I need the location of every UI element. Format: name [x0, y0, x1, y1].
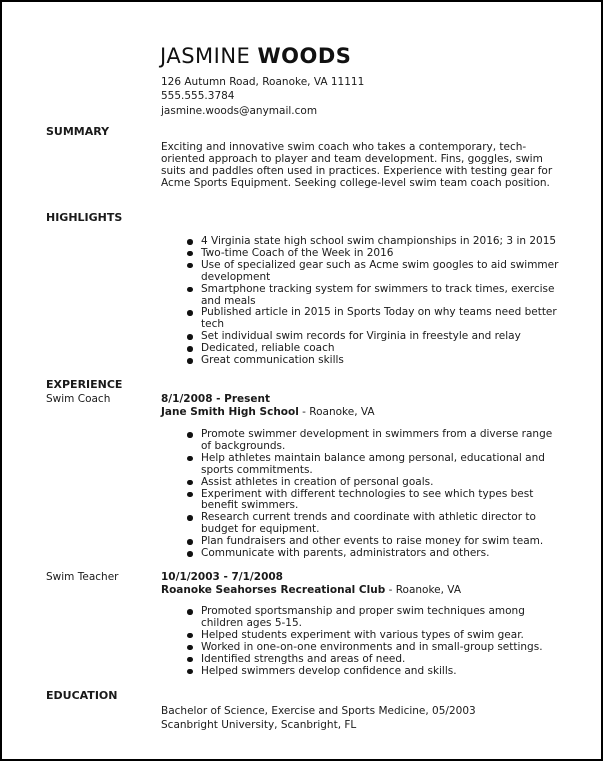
job-employer: [161, 406, 375, 419]
first-name: JASMINE: [160, 44, 251, 68]
list-item: Promote swimmer development in swimmers from a diverse range of backgrounds.: [184, 429, 564, 453]
job-dates: 10/1/2003 - 7/1/2008: [161, 571, 283, 583]
list-item: Great communication skills: [184, 355, 564, 367]
list-item: Helped students experiment with various types of swim gear.: [184, 630, 564, 642]
list-item: Use of specialized gear such as Acme swim googles to aid swimmer development: [184, 260, 564, 284]
list-item: Communicate with parents, administrators and others.: [184, 548, 564, 560]
school: Scanbright University, Scanbright, FL: [161, 718, 357, 731]
job-employer: [161, 584, 461, 597]
list-item: Identified strengths and areas of need.: [184, 654, 564, 666]
email: jasmine.woods@anymail.com: [161, 104, 318, 117]
list-item: Helped swimmers develop confidence and skills.: [184, 666, 564, 678]
list-item: Research current trends and coordinate with athletic director to budget for equipment.: [184, 512, 564, 536]
list-item: Two-time Coach of the Week in 2016: [184, 248, 564, 260]
employer-location: - Roanoke, VA: [298, 406, 375, 418]
job-role: Swim Coach: [46, 393, 111, 405]
list-item: Help athletes maintain balance among personal, educational and sports commitments.: [184, 453, 564, 477]
contact-block: [161, 75, 364, 118]
list-item: Dedicated, reliable coach: [184, 343, 564, 355]
experience-heading: EXPERIENCE: [46, 378, 123, 391]
employer-name: Jane Smith High School: [161, 406, 299, 418]
last-name: WOODS: [257, 44, 352, 68]
address: 126 Autumn Road, Roanoke, VA 11111: [161, 76, 365, 88]
degree: Bachelor of Science, Exercise and Sports Medicine, 05/2003: [161, 705, 476, 717]
list-item: Worked in one-on-one environments and in small-group settings.: [184, 642, 564, 654]
summary-heading: SUMMARY: [46, 125, 110, 138]
job-bullets: [184, 606, 564, 677]
education-heading: EDUCATION: [46, 689, 118, 702]
list-item: Experiment with different technologies to see which types best benefit swimmers.: [184, 489, 564, 513]
list-item: Published article in 2015 in Sports Today on why teams need better tech: [184, 307, 564, 331]
candidate-name: [160, 42, 351, 70]
employer-name: Roanoke Seahorses Recreational Club: [161, 584, 386, 596]
list-item: Plan fundraisers and other events to raise money for swim team.: [184, 536, 564, 548]
job-dates: 8/1/2008 - Present: [161, 393, 271, 405]
highlights-list: [184, 236, 564, 367]
job-role: Swim Teacher: [46, 571, 119, 583]
employer-location: - Roanoke, VA: [385, 584, 461, 596]
list-item: Promoted sportsmanship and proper swim techniques among children ages 5-15.: [184, 606, 564, 630]
job-bullets: [184, 429, 564, 560]
highlights-heading: HIGHLIGHTS: [46, 211, 123, 224]
summary-text: Exciting and innovative swim coach who takes a contemporary, tech-oriented approach to player and team development. Fins, goggles, swim suits and paddles often used in practices. Experience with testing gear for Acme Sports Equipment. Seeking college-level swim team coach position.: [161, 141, 553, 189]
list-item: Assist athletes in creation of personal goals.: [184, 477, 564, 489]
list-item: 4 Virginia state high school swim championships in 2016; 3 in 2015: [184, 236, 564, 248]
education-block: [161, 705, 476, 732]
phone: 555.555.3784: [161, 90, 235, 103]
list-item: Set individual swim records for Virginia in freestyle and relay: [184, 331, 564, 343]
list-item: Smartphone tracking system for swimmers to track times, exercise and meals: [184, 284, 564, 308]
